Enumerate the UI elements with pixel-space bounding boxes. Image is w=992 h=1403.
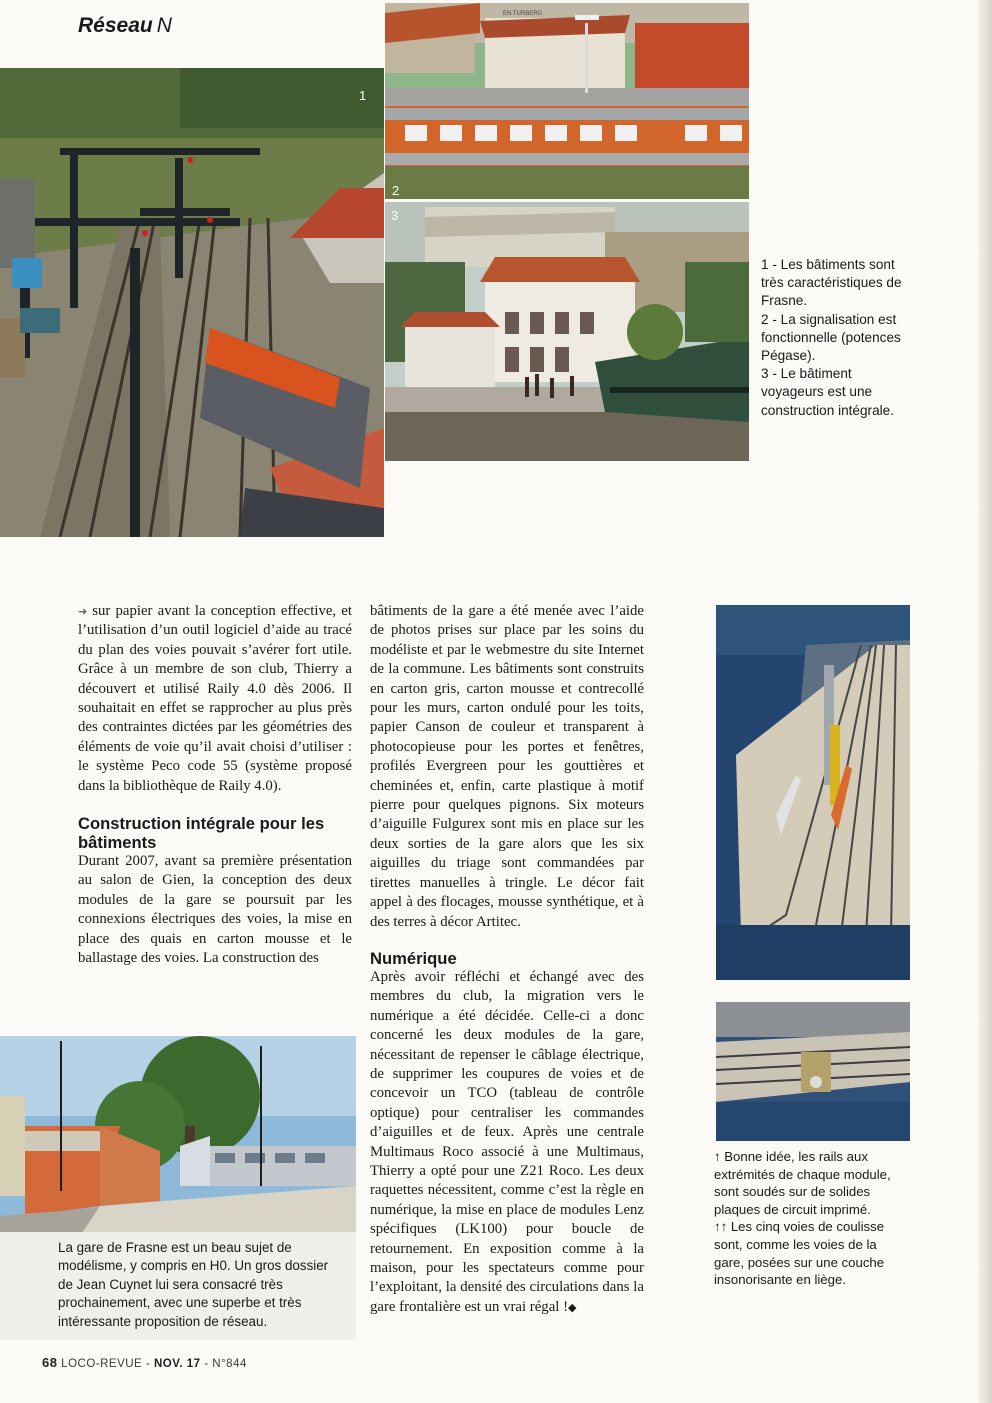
caption-right-2: ↑↑ Les cinq voies de coulisse sont, comme les voies de la gare, posées sur une couche insonorisante en liège.	[714, 1219, 885, 1288]
photo-number-1: 1	[359, 88, 367, 103]
text-column-1	[78, 602, 352, 969]
photo-soldered-rails	[716, 1002, 910, 1141]
caption-right-1: ↑ Bonne idée, les rails aux extrémités de chaque module, sont soudés sur de solides plaques de circuit imprimé.	[714, 1149, 891, 1217]
text-column-2	[370, 602, 644, 1318]
rubric-title: Réseau	[78, 14, 153, 37]
col1-paragraph-1	[78, 602, 352, 796]
station-sign: EN TURBERG	[503, 11, 543, 17]
end-mark-icon: ◆	[568, 1301, 577, 1314]
caption-item-3: 3 - Le bâtiment voyageurs est une construction intégrale.	[761, 366, 894, 418]
issue-number: N°844	[212, 1358, 247, 1370]
caption-bottom-right	[714, 1148, 904, 1289]
caption-item-1: 1 - Les bâtiments sont très caractéristiques de Frasne.	[761, 257, 902, 309]
page-edge	[978, 0, 992, 1403]
heading-construction: Construction intégrale pour les bâtiments	[78, 814, 325, 853]
continuation-arrow-icon: ➜	[78, 605, 93, 618]
page-number: 68	[42, 1355, 58, 1370]
photo-signal-gantry	[0, 68, 384, 537]
photo-number-3: 3	[391, 208, 399, 223]
caption-top	[761, 256, 911, 420]
heading-numerique: Numérique	[370, 948, 457, 968]
footer-separator: -	[204, 1358, 209, 1370]
section-rubric	[78, 14, 172, 38]
page-footer	[42, 1355, 247, 1370]
rubric-scale: N	[156, 14, 172, 37]
photo-station-coaches	[385, 3, 749, 199]
photo-coulisse-tracks	[716, 605, 910, 980]
caption-bottom-left: La gare de Frasne est un beau sujet de modélisme, y compris en H0. Un gros dossier de Jean Cuynet lui sera consacré très prochainement, avec une superbe et très intéressante proposition de réseau.	[58, 1240, 329, 1329]
col1-p1-text: sur papier avant la conception effective, et l’utilisation d’un outil logiciel d’aide au tracé du plan des voies pouvait s’avérer fort utile. Grâce à un membre de son club, Thierry a découvert et utilisé Raily 4.0 dès 2006. Il souhaitait en effet se rapprocher au plus près des contraintes dictées par les géométries des éléments de voie qu’il avait choisi d’utiliser : le système Peco code 55 (système proposé dans la bibliothèque de Raily 4.0).	[78, 603, 352, 794]
photo-number-2: 2	[392, 183, 400, 198]
col2-paragraph-1: bâtiments de la gare a été menée avec l’aide de photos prises sur place par les soins du modéliste et par le webmestre du site Internet de la commune. Les bâtiments sont construits en carton gris, carton mousse et contrecollé pour les murs, carton ondulé pour les toits, papier Canson de couleur et transparent à photocopieuse pour les portes et fenêtres, profilés Evergreen pour les gouttières et cheminées et, enfin, carte plastique à motif pierre pour quelques pignons. Six moteurs d’aiguille Fulgurex sont mis en place sur les deux sorties de la gare alors que les six aiguilles du triage sont commandées par tirettes manuelles à tringle. Le décor fait appel à des flocages, mousse synthétique, et à des terres à décor Artitec.	[370, 603, 644, 930]
magazine-name: LOCO-REVUE	[61, 1358, 143, 1370]
issue-date: NOV. 17	[153, 1358, 201, 1370]
caption-item-2: 2 - La signalisation est fonctionnelle (potences Pégase).	[761, 311, 901, 364]
photo-passenger-building	[385, 202, 749, 461]
col1-paragraph-2: Durant 2007, avant sa première présentation au salon de Gien, la conception des deux modules de la gare se poursuit par les connexions électriques des voies, la mise en place des quais en carton mousse et le ballastage des voies. La construction des	[78, 853, 352, 967]
col2-p2-text: Après avoir réfléchi et échangé avec des membres du club, la migration vers le numérique a été décidée. Celle-ci a donc concerné les deux modules de la gare, nécessitant de repenser le câblage électrique, de supprimer les coupures de voies et de concevoir un TCO (tableau de contrôle optique) pour centraliser les commandes d’aiguilles et de feux. Après une centrale Multimaus Roco associé à une Multimaus, Thierry a opté pour une Z21 Roco. Les deux raquettes nécessitent, comme c’est la règle en numérique, la mise en place de modules Lenz spécifiques (LK100) pour boucle de retournement. En exposition comme à la maison, pour les spectateurs comme pour l’exploitant, la densité des circulations dans la gare frontalière est un vrai régal !	[370, 968, 644, 1315]
footer-separator: -	[145, 1358, 151, 1370]
col2-paragraph-2	[370, 968, 644, 1318]
